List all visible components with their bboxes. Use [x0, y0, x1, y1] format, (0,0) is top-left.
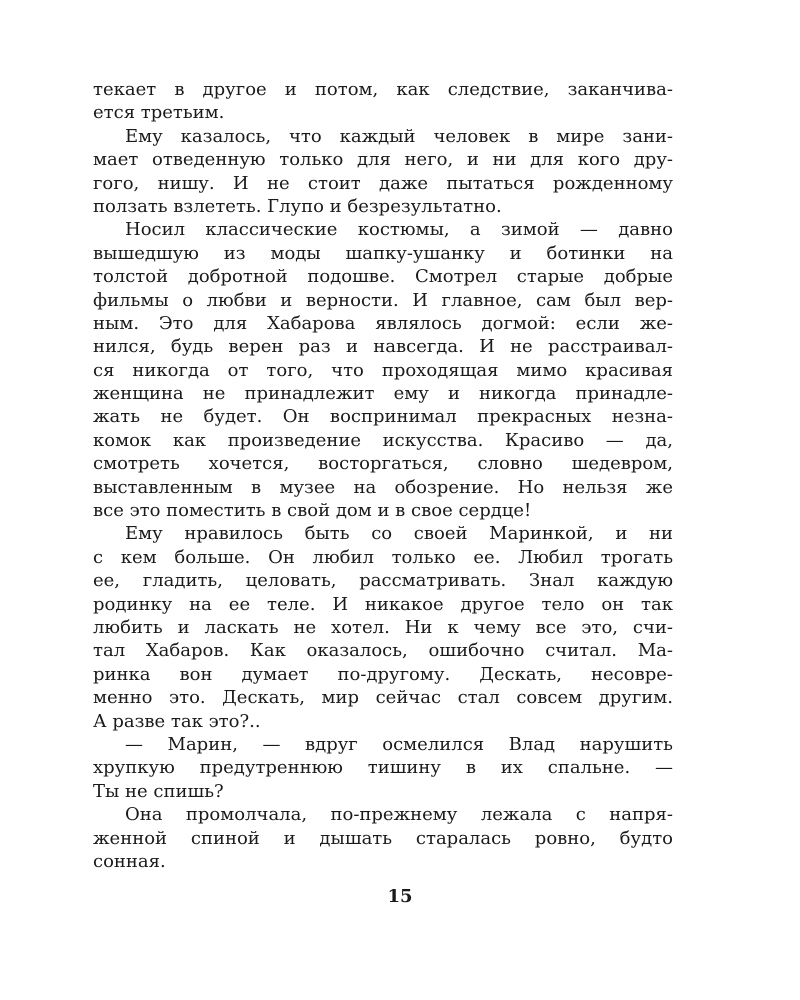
text-line: Ему казалось, что каждый человек в мире зани-: [125, 125, 673, 147]
text-line: Ему нравилось быть со своей Маринкой, и ни: [125, 523, 673, 545]
text-line: женщина не принадлежит ему и никогда принадле-: [93, 383, 673, 405]
text-line: родинку на ее теле. И никакое другое тело он так: [93, 593, 673, 615]
text-line: ринка вон думает по-другому. Дескать, несовре-: [93, 663, 673, 685]
text-line: ным. Это для Хабарова являлось догмой: если же-: [93, 312, 673, 334]
text-line: толстой добротной подошве. Смотрел старые добрые: [93, 266, 673, 288]
text-line: Ты не спишь?: [93, 780, 224, 802]
text-line: ее, гладить, целовать, рассматривать. Знал каждую: [93, 570, 673, 592]
text-line: любить и ласкать не хотел. Ни к чему все это, счи-: [93, 616, 673, 638]
text-line: тал Хабаров. Как оказалось, ошибочно считал. Ма-: [93, 640, 673, 662]
text-line: гого, нишу. И не стоит даже пытаться рожденному: [93, 172, 673, 194]
text-line: ется третьим.: [93, 102, 225, 124]
text-line: выставленным в музее на обозрение. Но нельзя же: [93, 476, 673, 498]
text-line: нился, будь верен раз и навсегда. И не расстраивал-: [93, 336, 673, 358]
text-line: смотреть хочется, восторгаться, словно шедевром,: [93, 453, 673, 475]
text-line: фильмы о любви и верности. И главное, сам был вер-: [93, 289, 673, 311]
text-line: жать не будет. Он воспринимал прекрасных незна-: [93, 406, 673, 428]
text-line: комок как произведение искусства. Красиво — да,: [93, 429, 673, 451]
text-line: текает в другое и потом, как следствие, заканчива-: [93, 79, 673, 100]
text-line: ползать взлететь. Глупо и безрезультатно.: [93, 195, 502, 217]
text-line: ся никогда от того, что проходящая мимо красивая: [93, 359, 673, 381]
text-line: А разве так это?..: [93, 710, 261, 732]
text-line: хрупкую предутреннюю тишину в их спальне. —: [93, 757, 673, 779]
text-line: мает отведенную только для него, и ни для кого дру-: [93, 149, 673, 171]
text-line: с кем больше. Он любил только ее. Любил трогать: [93, 546, 673, 568]
text-line: Она промолчала, по-прежнему лежала с напря-: [125, 804, 673, 826]
body-text: [93, 78, 673, 873]
page-number: 15: [387, 886, 413, 907]
text-line: вышедшую из моды шапку-ушанку и ботинки на: [93, 242, 673, 264]
text-line: женной спиной и дышать старалась ровно, будто: [93, 827, 673, 849]
text-line: — Марин, — вдруг осмелился Влад нарушить: [125, 733, 673, 755]
text-line: сонная.: [93, 850, 166, 872]
text-line: Носил классические костюмы, а зимой — давно: [125, 219, 673, 241]
text-line: все это поместить в свой дом и в свое сердце!: [93, 500, 532, 522]
text-line: менно это. Дескать, мир сейчас стал совсем другим.: [93, 687, 673, 709]
